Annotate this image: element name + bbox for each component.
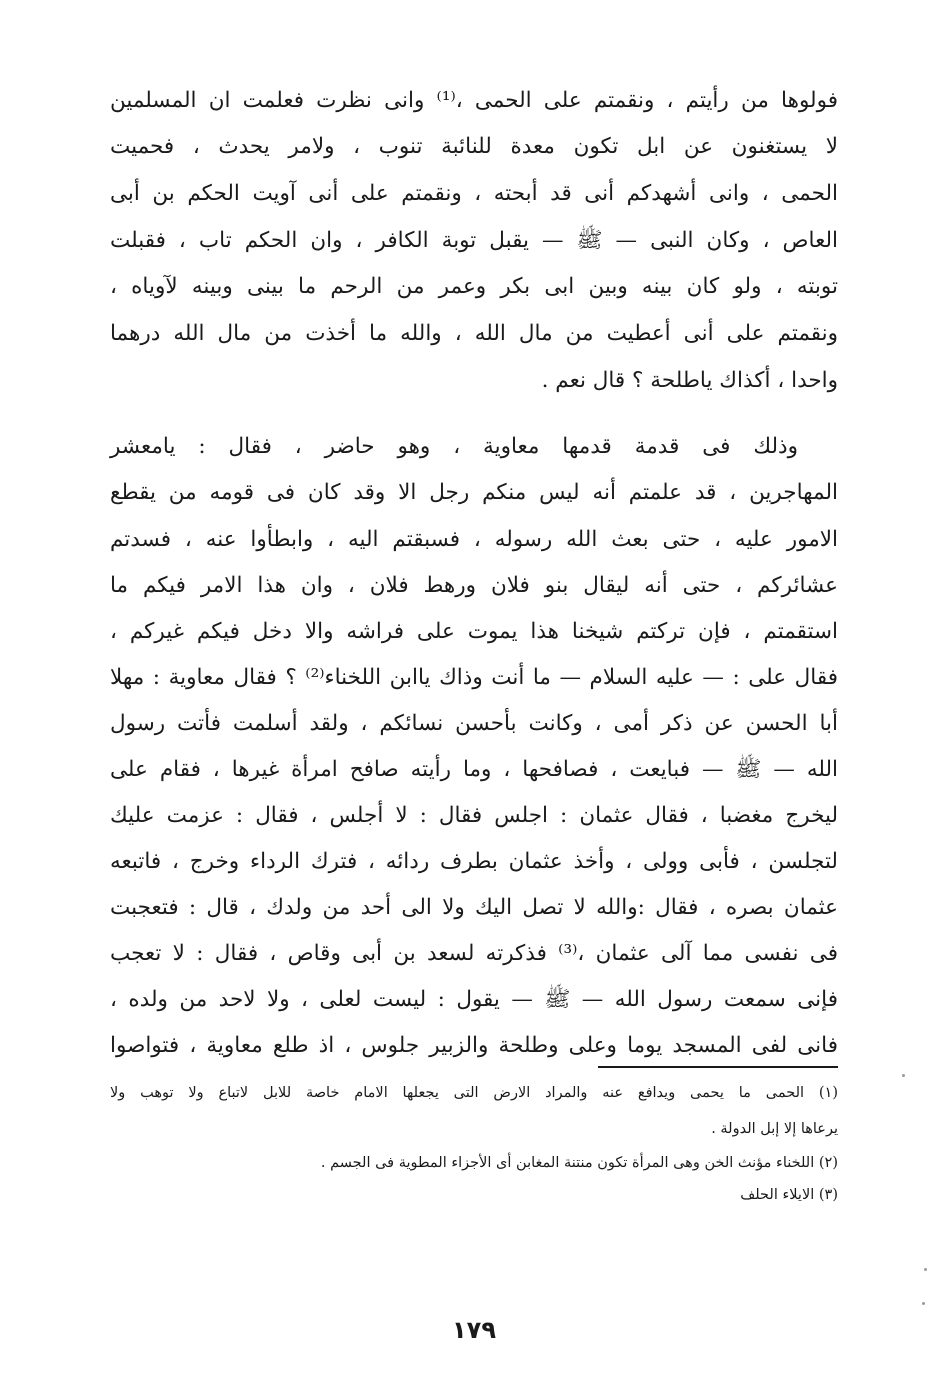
text-line: وذلك فى قدمة قدمها معاوية ، وهو حاضر ، فقال : يامعشر (110, 434, 798, 459)
footnote-3: (٣) الايلاء الحلف (740, 1187, 838, 1203)
text-line: لا يستغنون عن ابل تكون معدة للنائبة تنوب ، ولامر يحدث ، فحميت (110, 134, 838, 159)
text-line: فولوها من رأيتم ، ونقمتم على الحمى ،⁽¹⁾ وانى نظرت فعلمت ان المسلمين (110, 88, 838, 113)
text-line: العاص ، وكان النبى — ﷺ — يقبل توبة الكافر ، وان الحكم تاب ، فقبلت (110, 228, 838, 253)
text-line: لتجلسن ، فأبى وولى ، وأخذ عثمان بطرف ردائه ، فترك الرداء وخرج ، فاتبعه (110, 849, 838, 874)
footnote-2: (٢) اللخناء مؤنث الخن وهى المرأة تكون منتنة المغابن أى الأجزاء المطوية فى الجسم . (320, 1155, 838, 1171)
text-line: عثمان بصره ، فقال :والله لا تصل اليك ولا الى أحد من ولدك ، قال : فتعجبت (110, 895, 838, 920)
page-number: ١٧٩ (452, 1316, 496, 1344)
text-line: ونقمتم على أنى أعطيت من مال الله ، والله ما أخذت من مال الله درهما (110, 321, 838, 346)
text-line: ليخرج مغضبا ، فقال عثمان : اجلس فقال : لا أجلس ، فقال : عزمت عليك (110, 803, 838, 828)
footnote-1: (١) الحمى ما يحمى ويدافع عنه والمراد الارض التى يجعلها الامام خاصة للابل لاتباع ولا توهب ولا (110, 1085, 838, 1101)
scan-speck (902, 1074, 905, 1077)
text-line: أبا الحسن عن ذكر أمى ، وكانت بأحسن نسائكم ، ولقد أسلمت فأتت رسول (110, 711, 838, 736)
text-line: الامور عليه ، حتى بعث الله رسوله ، فسبقتم اليه ، وابطأوا عنه ، فسدتم (110, 527, 838, 552)
text-line: الحمى ، وانى أشهدكم أنى قد أبحته ، ونقمتم على أنى آويت الحكم بن أبى (110, 181, 838, 206)
text-line: فانى لفى المسجد يوما وعلى وطلحة والزبير جلوس ، اذ طلع معاوية ، فتواصوا (110, 1033, 838, 1058)
scan-speck (924, 1268, 927, 1271)
text-line: فقال على : — عليه السلام — ما أنت وذاك ياابن اللخناء⁽²⁾ ؟ فقال معاوية : مهلا (110, 665, 838, 690)
footnote-divider (598, 1066, 838, 1068)
text-line: الله — ﷺ — فبايعت ، فصافحها ، وما رأيته صافح امرأة غيرها ، فقام على (110, 757, 838, 782)
text-line: واحدا ، أكذاك ياطلحة ؟ قال نعم . (541, 368, 838, 393)
scan-speck (922, 1302, 925, 1305)
text-line: المهاجرين ، قد علمتم أنه ليس منكم رجل الا وقد كان فى قومه من يقطع (110, 480, 838, 505)
text-line: استقمتم ، فإن تركتم شيخنا هذا يموت على فراشه والا دخل فيكم غيركم ، (110, 619, 838, 644)
text-line: فإنى سمعت رسول الله — ﷺ — يقول : ليست لعلى ، ولا لاحد من ولده ، (110, 987, 838, 1012)
text-line: فى نفسى مما آلى عثمان ،⁽³⁾ فذكرته لسعد بن أبى وقاص ، فقال : لا تعجب (110, 941, 839, 966)
text-line: توبته ، ولو كان بينه وبين ابى بكر وعمر من الرحم ما بينى وبينه لآوياه ، (110, 274, 838, 299)
footnote-1-continuation: يرعاها إلا إبل الدولة . (711, 1121, 838, 1137)
text-line: عشائركم ، حتى أنه ليقال بنو فلان ورهط فلان ، وان هذا الامر فيكم ما (110, 573, 838, 598)
